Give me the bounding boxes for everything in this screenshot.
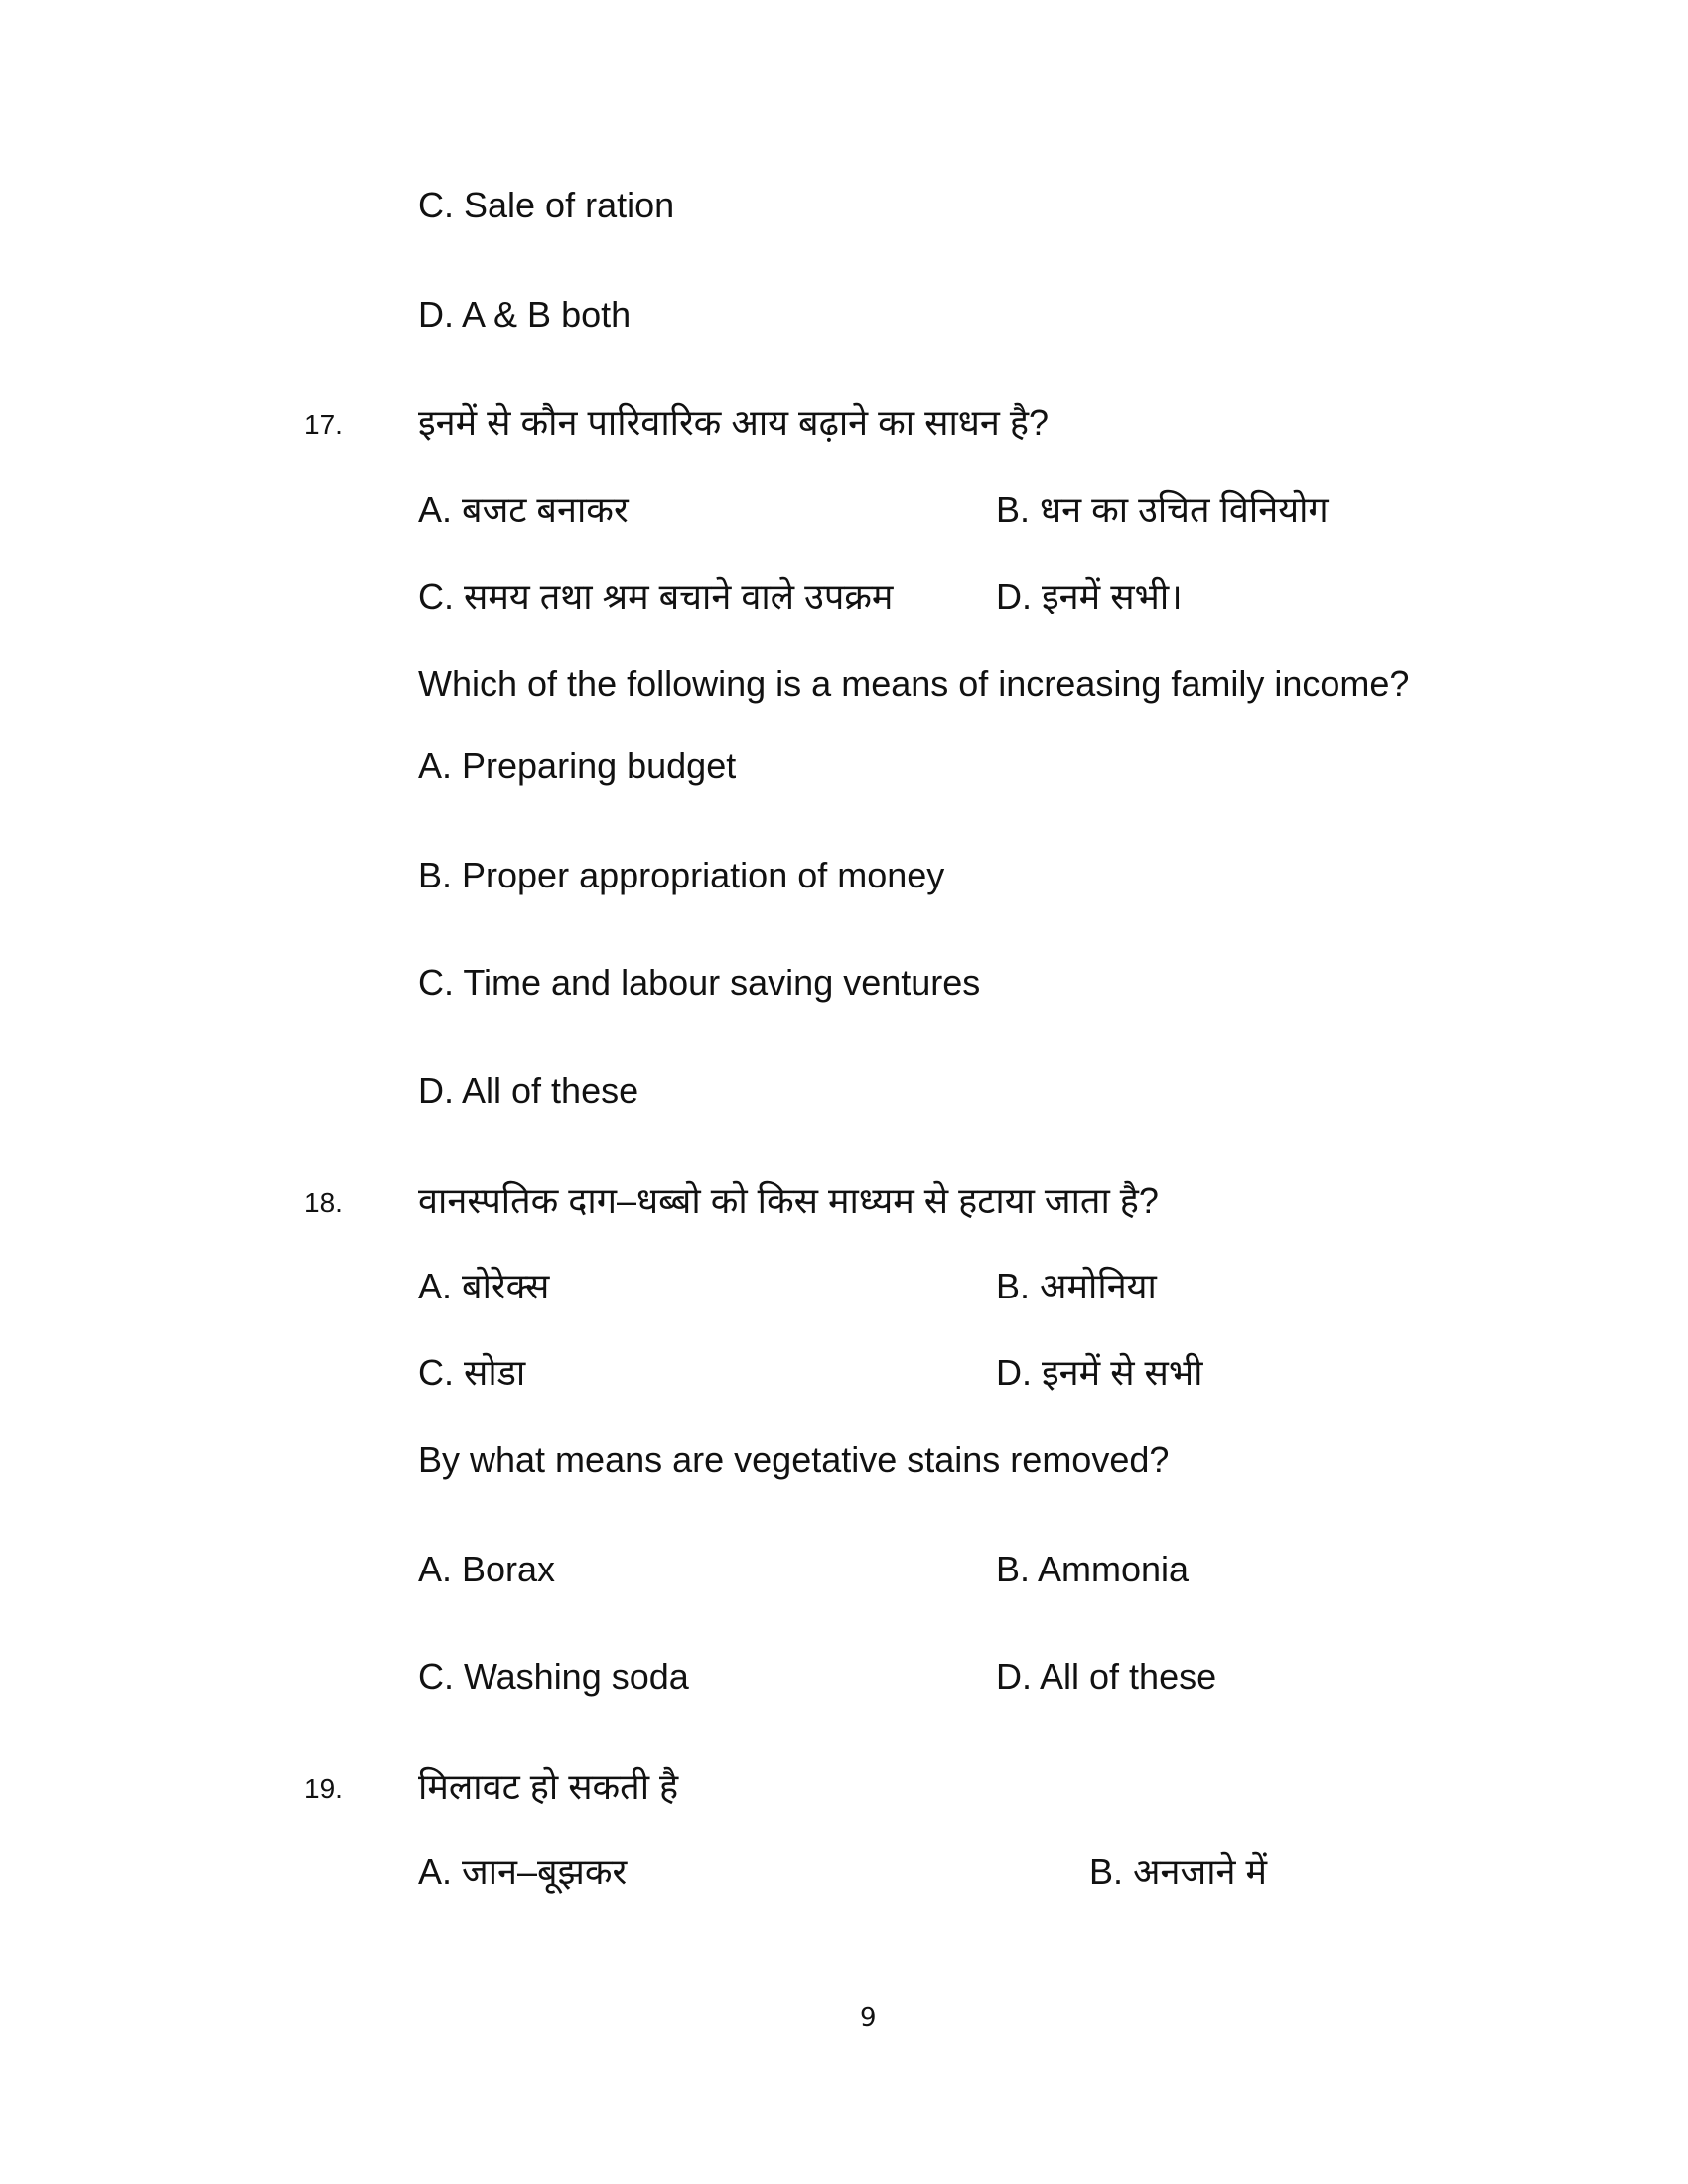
q16-option-d: D. A & B both [418, 294, 632, 335]
q17-hindi-option-d: D. इनमें सभी। [996, 576, 1183, 616]
q18-hindi-question: वानस्पतिक दाग–धब्बो को किस माध्यम से हटाया जाता है? [418, 1180, 1159, 1221]
q18-number: 18. [304, 1187, 343, 1218]
q17-hindi-option-c: C. समय तथा श्रम बचाने वाले उपक्रम [418, 576, 894, 616]
q18-hindi-option-d: D. इनमें से सभी [996, 1352, 1203, 1393]
q18-english-option-a: A. Borax [418, 1549, 556, 1589]
q18-english-option-d: D. All of these [996, 1656, 1217, 1697]
q19-number: 19. [304, 1773, 343, 1804]
q19-hindi-option-a: A. जान–बूझकर [418, 1851, 628, 1892]
q18-english-option-b: B. Ammonia [996, 1549, 1190, 1589]
q17-english-question: Which of the following is a means of increasing family income? [418, 663, 1410, 704]
q16-option-c: C. Sale of ration [418, 185, 675, 225]
page-number: 9 [860, 2003, 877, 2033]
q17-number: 17. [304, 409, 343, 440]
q18-hindi-option-c: C. सोडा [418, 1352, 526, 1393]
q17-english-option-b: B. Proper appropriation of money [418, 855, 945, 895]
q18-hindi-option-a: A. बोरेक्स [418, 1266, 550, 1306]
q17-hindi-option-b: B. धन का उचित विनियोग [996, 489, 1329, 530]
q18-english-question: By what means are vegetative stains removed? [418, 1439, 1170, 1480]
q17-english-option-c: C. Time and labour saving ventures [418, 962, 981, 1003]
q19-hindi-question: मिलावट हो सकती है [418, 1766, 679, 1807]
q17-english-option-d: D. All of these [418, 1070, 639, 1111]
q17-hindi-option-a: A. बजट बनाकर [418, 489, 629, 530]
q19-hindi-option-b: B. अनजाने में [1089, 1851, 1268, 1892]
q18-hindi-option-b: B. अमोनिया [996, 1266, 1157, 1306]
q17-hindi-question: इनमें से कौन पारिवारिक आय बढ़ाने का साधन है? [418, 402, 1050, 443]
q17-english-option-a: A. Preparing budget [418, 746, 737, 786]
q18-english-option-c: C. Washing soda [418, 1656, 689, 1697]
